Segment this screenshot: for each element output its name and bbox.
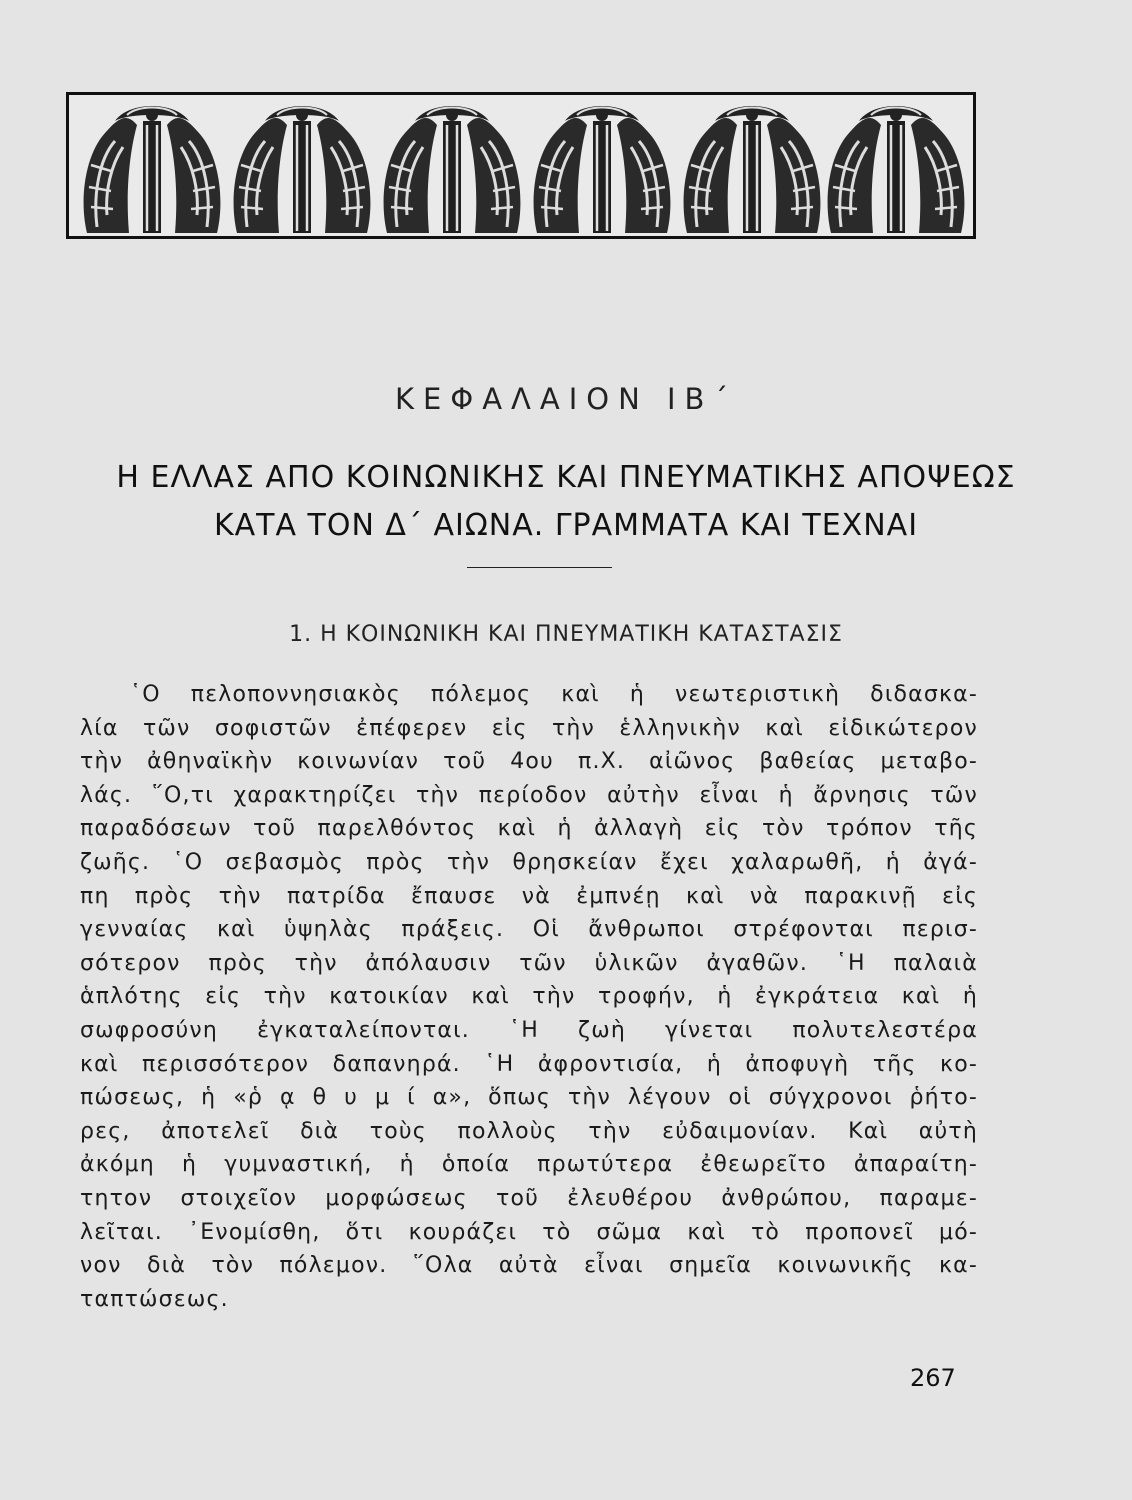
body-line: καὶ περισσότερον δαπανηρά. ῾Η ἀφροντισία, ἡ ἀποφυγὴ τῆς κο- <box>80 1051 978 1077</box>
body-line: γενναίας καὶ ὑψηλὰς πράξεις. Οἱ ἄνθρωποι στρέφονται περισ- <box>80 917 978 943</box>
body-line: ἀκόμη ἡ γυμναστική, ἡ ὁποία πρωτύτερα ἐθεωρεῖτο ἀπαραίτη- <box>80 1152 978 1178</box>
body-line: λεῖται. ᾽Ενομίσθη, ὅτι κουράζει τὸ σῶμα καὶ τὸ προπονεῖ μό- <box>80 1219 978 1245</box>
body-line: παραδόσεων τοῦ παρελθόντος καὶ ἡ ἀλλαγὴ εἰς τὸν τρόπον τῆς <box>80 816 978 842</box>
body-line: ἁπλότης εἰς τὴν κατοικίαν καὶ τὴν τροφήν, ἡ ἐγκράτεια καὶ ἡ <box>80 984 978 1010</box>
body-line: λάς. ῞Ο,τι χαρακτηρίζει τὴν περίοδον αὐτὴν εἶναι ἡ ἄρνησις τῶν <box>80 782 978 808</box>
chapter-title-line-1: Η ΕΛΛΑΣ ΑΠΟ ΚΟΙΝΩΝΙΚΗΣ ΚΑΙ ΠΝΕΥΜΑΤΙΚΗΣ ΑΠΟΨΕΩΣ <box>116 460 1016 495</box>
page-number: 267 <box>910 1364 956 1392</box>
body-line: ζωῆς. ῾Ο σεβασμὸς πρὸς τὴν θρησκείαν ἔχει χαλαρωθῆ, ἡ ἀγά- <box>80 849 978 875</box>
body-line: τὴν ἀθηναϊκὴν κοινωνίαν τοῦ 4ου π.Χ. αἰῶνος βαθείας μεταβο- <box>80 749 978 775</box>
body-line: ταπτώσεως. <box>80 1286 229 1312</box>
chapter-heading: ΚΕΦΑΛΑΙΟΝ ΙΒ΄ <box>395 382 737 416</box>
body-line: σωφροσύνη ἐγκαταλείπονται. ῾Η ζωὴ γίνεται πολυτελεστέρα <box>80 1017 978 1043</box>
body-line: λία τῶν σοφιστῶν ἐπέφερεν εἰς τὴν ἑλληνικὴν καὶ εἰδικώτερον <box>80 715 978 741</box>
section-heading: 1. Η ΚΟΙΝΩΝΙΚΗ ΚΑΙ ΠΝΕΥΜΑΤΙΚΗ ΚΑΤΑΣΤΑΣΙΣ <box>289 622 843 647</box>
body-text <box>80 678 978 1316</box>
acanthus-leaf-frieze-icon <box>66 92 976 239</box>
body-line: σότερον πρὸς τὴν ἀπόλαυσιν τῶν ὑλικῶν ἀγαθῶν. ῾Η παλαιὰ <box>80 950 978 976</box>
body-line: νον διὰ τὸν πόλεμον. ῞Ολα αὐτὰ εἶναι σημεῖα κοινωνικῆς κα- <box>80 1253 978 1279</box>
body-line: τητον στοιχεῖον μορφώσεως τοῦ ἐλευθέρου ἀνθρώπου, παραμε- <box>80 1185 978 1211</box>
body-line: ρες, ἀποτελεῖ διὰ τοὺς πολλοὺς τὴν εὐδαιμονίαν. Καὶ αὐτὴ <box>80 1118 978 1144</box>
title-divider <box>467 567 612 568</box>
body-line: ῾Ο πελοποννησιακὸς πόλεμος καὶ ἡ νεωτεριστικὴ διδασκα- <box>130 682 978 707</box>
body-line: πη πρὸς τὴν πατρίδα ἔπαυσε νὰ ἐμπνέῃ καὶ νὰ παρακινῇ εἰς <box>80 883 978 909</box>
body-line: πώσεως, ἡ «ῥ ᾳ θ υ μ ί α», ὅπως τὴν λέγουν οἱ σύγχρονοι ῥήτο- <box>80 1085 978 1111</box>
chapter-title-line-2: ΚΑΤΑ ΤΟΝ Δ΄ ΑΙΩΝΑ. ΓΡΑΜΜΑΤΑ ΚΑΙ ΤΕΧΝΑΙ <box>213 508 919 543</box>
